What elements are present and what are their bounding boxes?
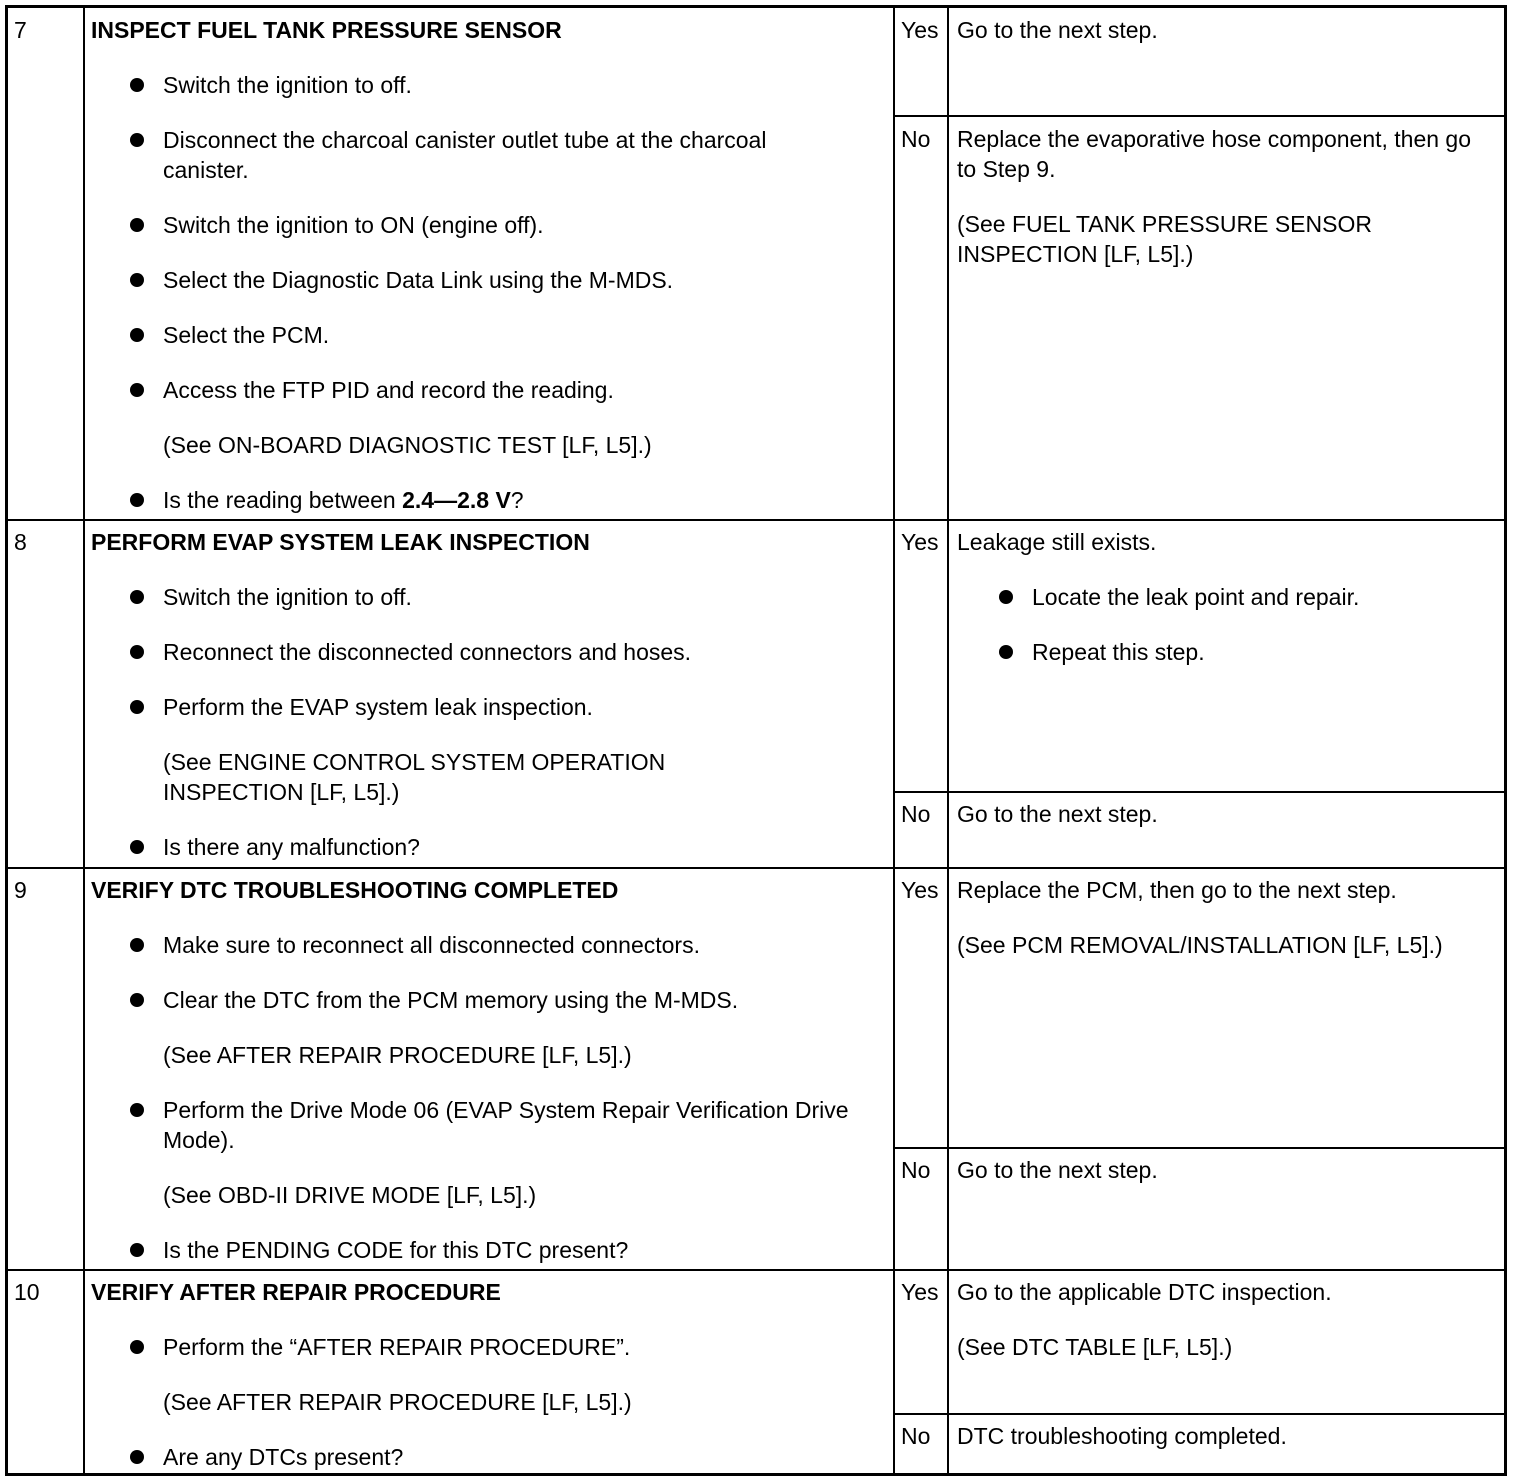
- bullet-icon: [999, 645, 1013, 659]
- no-action: [949, 1415, 1504, 1473]
- procedure-item: Perform the EVAP system leak inspection.: [163, 694, 593, 720]
- yes-action: [949, 1271, 1504, 1413]
- step-title: VERIFY DTC TROUBLESHOOTING COMPLETED: [91, 877, 619, 903]
- procedure-item: Switch the ignition to off.: [163, 72, 412, 98]
- bullet-icon: [130, 1340, 144, 1354]
- action-text: Replace the evaporative hose component, then go to Step 9.: [957, 126, 1472, 182]
- procedure-item: Switch the ignition to off.: [163, 584, 412, 610]
- action-text: DTC troubleshooting completed.: [957, 1423, 1287, 1449]
- reference-text: (See AFTER REPAIR PROCEDURE [LF, L5].): [163, 1042, 632, 1068]
- procedure-item: Perform the Drive Mode 06 (EVAP System Repair Verification Drive Mode).: [163, 1097, 849, 1153]
- no-action: [949, 117, 1504, 519]
- bullet-icon: [130, 938, 144, 952]
- bullet-icon: [130, 328, 144, 342]
- reference-text: (See ENGINE CONTROL SYSTEM OPERATION INSPECTION [LF, L5].): [163, 749, 666, 805]
- no-label: No: [901, 801, 931, 827]
- reference-text: (See PCM REMOVAL/INSTALLATION [LF, L5].): [957, 932, 1443, 958]
- yes-label: Yes: [901, 17, 939, 43]
- bullet-icon: [130, 700, 144, 714]
- step-number: 7: [14, 17, 27, 43]
- procedure-item: Are any DTCs present?: [163, 1444, 404, 1470]
- procedure-item: Switch the ignition to ON (engine off).: [163, 212, 544, 238]
- yes-label: Yes: [901, 877, 939, 903]
- bullet-icon: [130, 218, 144, 232]
- step-title: PERFORM EVAP SYSTEM LEAK INSPECTION: [91, 529, 590, 555]
- step-9-procedure: [85, 869, 893, 1269]
- yes-action: [949, 521, 1504, 791]
- bullet-icon: [130, 133, 144, 147]
- action-text: Go to the next step.: [957, 17, 1158, 43]
- procedure-item: Make sure to reconnect all disconnected connectors.: [163, 932, 700, 958]
- yes-action: [949, 869, 1504, 1147]
- procedure-item: Clear the DTC from the PCM memory using the M-MDS.: [163, 987, 739, 1013]
- procedure-item: Is there any malfunction?: [163, 834, 420, 860]
- step-number: 9: [14, 877, 27, 903]
- reference-text: (See DTC TABLE [LF, L5].): [957, 1334, 1233, 1360]
- bullet-icon: [130, 493, 144, 507]
- no-label: No: [901, 126, 931, 152]
- bullet-icon: [999, 590, 1013, 604]
- bullet-icon: [130, 383, 144, 397]
- procedure-item: Reconnect the disconnected connectors and hoses.: [163, 639, 692, 665]
- no-label: No: [901, 1157, 931, 1183]
- action-text: Go to the next step.: [957, 801, 1158, 827]
- bullet-icon: [130, 273, 144, 287]
- action-text: Go to the applicable DTC inspection.: [957, 1279, 1332, 1305]
- reference-text: (See OBD-II DRIVE MODE [LF, L5].): [163, 1182, 537, 1208]
- procedure-item: Is the reading between 2.4—2.8 V?: [163, 487, 524, 513]
- action-item: Repeat this step.: [1032, 639, 1205, 665]
- bullet-icon: [130, 840, 144, 854]
- procedure-item: Select the Diagnostic Data Link using the M-MDS.: [163, 267, 674, 293]
- reference-text: (See ON-BOARD DIAGNOSTIC TEST [LF, L5].): [163, 432, 652, 458]
- bullet-icon: [130, 993, 144, 1007]
- procedure-table: [5, 5, 1507, 1476]
- yes-action: [949, 8, 1504, 115]
- bullet-icon: [130, 1243, 144, 1257]
- step-7-procedure: [85, 8, 893, 519]
- col-divider-action: [893, 8, 895, 1473]
- action-text: Go to the next step.: [957, 1157, 1158, 1183]
- procedure-item: Disconnect the charcoal canister outlet tube at the charcoal canister.: [163, 127, 767, 183]
- bullet-icon: [130, 645, 144, 659]
- bullet-icon: [130, 590, 144, 604]
- no-label: No: [901, 1423, 931, 1449]
- reference-text: (See AFTER REPAIR PROCEDURE [LF, L5].): [163, 1389, 632, 1415]
- procedure-item: Is the PENDING CODE for this DTC present?: [163, 1237, 629, 1263]
- step-title: VERIFY AFTER REPAIR PROCEDURE: [91, 1279, 501, 1305]
- step-number: 8: [14, 529, 27, 555]
- bullet-icon: [130, 78, 144, 92]
- no-action: [949, 793, 1504, 867]
- step-8-procedure: [85, 521, 893, 867]
- reference-text: (See FUEL TANK PRESSURE SENSOR INSPECTION [LF, L5].): [957, 211, 1372, 267]
- step-10-procedure: [85, 1271, 893, 1473]
- step-number: 10: [14, 1279, 40, 1305]
- no-action: [949, 1149, 1504, 1269]
- procedure-item: Select the PCM.: [163, 322, 330, 348]
- yes-label: Yes: [901, 529, 939, 555]
- action-item: Locate the leak point and repair.: [1032, 584, 1360, 610]
- action-text: Replace the PCM, then go to the next step.: [957, 877, 1397, 903]
- action-text: Leakage still exists.: [957, 529, 1157, 555]
- bullet-icon: [130, 1103, 144, 1117]
- procedure-item: Access the FTP PID and record the reading.: [163, 377, 614, 403]
- bullet-icon: [130, 1450, 144, 1464]
- yes-label: Yes: [901, 1279, 939, 1305]
- step-title: INSPECT FUEL TANK PRESSURE SENSOR: [91, 17, 562, 43]
- procedure-item: Perform the “AFTER REPAIR PROCEDURE”.: [163, 1334, 631, 1360]
